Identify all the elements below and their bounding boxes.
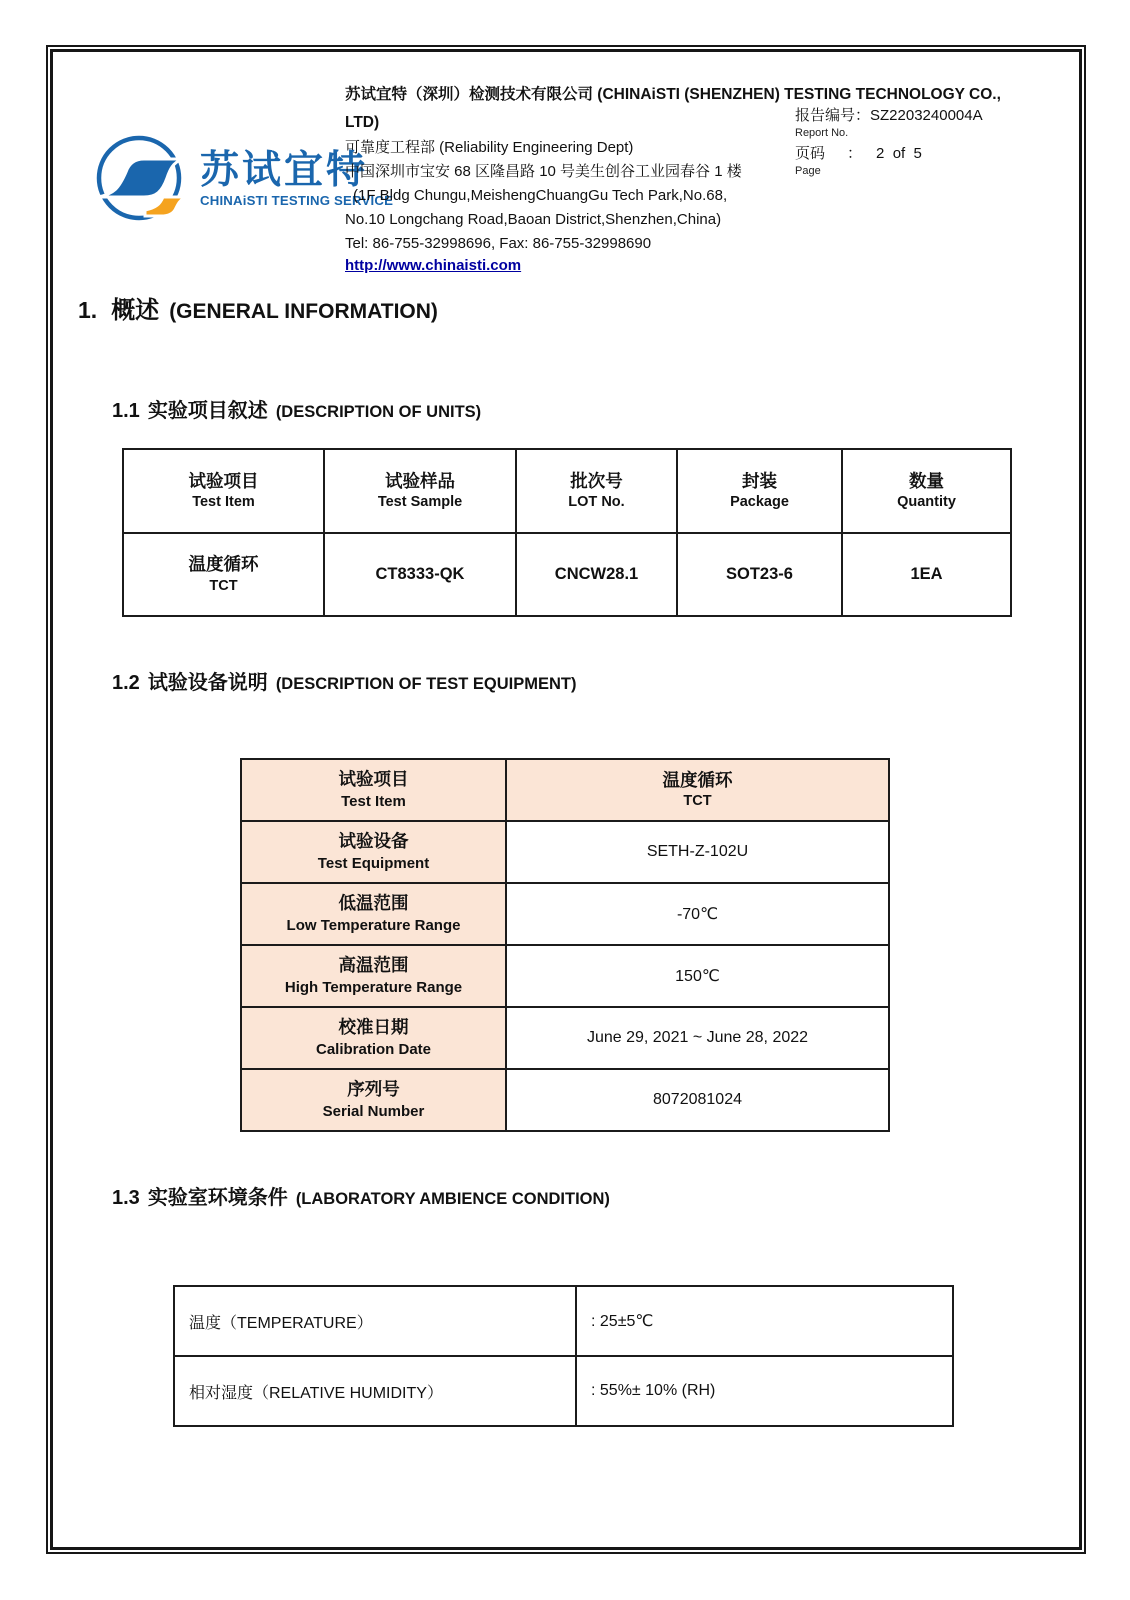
section-1-3-heading <box>112 1181 610 1210</box>
units-cell-lot-no: CNCW28.1 <box>516 533 677 616</box>
ambience-label-humidity: 相对湿度（RELATIVE HUMIDITY） <box>174 1356 576 1426</box>
section-1-1-title-cn: 实验项目叙述 <box>147 400 268 422</box>
equipment-value-calibration-date: June 29, 2021 ~ June 28, 2022 <box>506 1007 889 1069</box>
section-1-3-title-cn: 实验室环境条件 <box>147 1187 288 1209</box>
ambience-row-temperature <box>174 1286 953 1356</box>
ambience-row-humidity <box>174 1356 953 1426</box>
logo-brand-en: CHINAiSTI TESTING SERVICE <box>200 193 394 209</box>
page-value: 2 of 5 <box>876 145 922 162</box>
section-1-title-cn: 概述 <box>111 297 160 324</box>
section-1-1-heading <box>112 394 481 423</box>
website-link[interactable]: http://www.chinaisti.com <box>345 257 522 274</box>
section-1-1-number: 1.1 <box>112 400 140 422</box>
section-1-1-title-en: (DESCRIPTION OF UNITS) <box>275 403 482 421</box>
units-header-quantity: 数量 Quantity <box>842 449 1011 533</box>
report-no-label: 报告编号： <box>795 107 871 124</box>
equipment-label-calibration-date: 校准日期 Calibration Date <box>241 1007 506 1069</box>
tel-fax-line: Tel: 86-755-32998696, Fax: 86-755-32998690 <box>345 235 652 252</box>
logo-brand-cn: 苏试宜特 <box>200 148 369 192</box>
section-1-2-title-en: (DESCRIPTION OF TEST EQUIPMENT) <box>275 675 577 693</box>
equipment-table <box>240 758 890 1132</box>
report-no-row <box>795 106 983 126</box>
equipment-value-high-temp: 150℃ <box>506 945 889 1007</box>
equipment-value-low-temp: -70℃ <box>506 883 889 945</box>
address-en-line2: No.10 Longchang Road,Baoan District,Shenzhen,China) <box>345 211 722 228</box>
equipment-label-test-item: 试验项目 Test Item <box>241 759 506 821</box>
section-1-heading <box>78 290 438 325</box>
units-header-lot-no: 批次号 LOT No. <box>516 449 677 533</box>
section-1-2-title-cn: 试验设备说明 <box>147 672 268 694</box>
section-1-2-heading <box>112 666 577 695</box>
section-1-number: 1. <box>78 297 98 323</box>
report-no-value: SZ2203240004A <box>870 107 983 124</box>
page-colon: ： <box>847 145 863 162</box>
equipment-label-high-temp: 高温范围 High Temperature Range <box>241 945 506 1007</box>
company-name-line1: 苏试宜特（深圳）检测技术有限公司 (CHINAiSTI (SHENZHEN) TESTING TECHNOLOGY CO., <box>345 86 1001 103</box>
equipment-value-test-item: 温度循环 TCT <box>506 759 889 821</box>
page-sublabel: Page <box>795 165 821 177</box>
units-cell-test-sample: CT8333-QK <box>324 533 516 616</box>
ambience-value-humidity: : 55%± 10% (RH) <box>576 1356 953 1426</box>
units-data-row <box>123 533 1011 616</box>
units-cell-test-item: 温度循环 TCT <box>123 533 324 616</box>
section-1-2-number: 1.2 <box>112 672 140 694</box>
logo-swoosh-icon <box>92 130 190 229</box>
equipment-row-high-temp <box>241 945 889 1007</box>
units-header-package: 封装 Package <box>677 449 842 533</box>
units-table <box>122 448 1012 617</box>
address-cn: 中国深圳市宝安 68 区隆昌路 10 号美生创谷工业园春谷 1 楼 <box>345 163 742 180</box>
equipment-value-serial-number: 8072081024 <box>506 1069 889 1131</box>
report-no-sublabel: Report No. <box>795 127 849 139</box>
section-1-title-en: (GENERAL INFORMATION) <box>169 300 438 323</box>
equipment-label-serial-number: 序列号 Serial Number <box>241 1069 506 1131</box>
units-header-row <box>123 449 1011 533</box>
section-1-3-number: 1.3 <box>112 1187 140 1209</box>
section-1-3-title-en: (LABORATORY AMBIENCE CONDITION) <box>295 1190 610 1208</box>
equipment-label-low-temp: 低温范围 Low Temperature Range <box>241 883 506 945</box>
page-label: 页码 <box>795 145 826 162</box>
ambience-table <box>173 1285 954 1427</box>
units-header-test-item: 试验项目 Test Item <box>123 449 324 533</box>
company-name-line2: LTD) <box>345 114 380 131</box>
equipment-value-test-equipment: SETH-Z-102U <box>506 821 889 883</box>
report-meta-block <box>795 106 983 182</box>
address-en-line1: (1F Bldg Chungu,MeishengChuangGu Tech Park,No.68, <box>353 187 728 204</box>
equipment-row-serial-number <box>241 1069 889 1131</box>
units-cell-quantity: 1EA <box>842 533 1011 616</box>
ambience-label-temperature: 温度（TEMPERATURE） <box>174 1286 576 1356</box>
units-header-test-sample: 试验样品 Test Sample <box>324 449 516 533</box>
equipment-label-test-equipment: 试验设备 Test Equipment <box>241 821 506 883</box>
page-number-row <box>795 144 983 164</box>
equipment-row-test-equipment <box>241 821 889 883</box>
equipment-row-test-item <box>241 759 889 821</box>
department-line: 可靠度工程部 (Reliability Engineering Dept) <box>345 139 634 156</box>
equipment-row-low-temp <box>241 883 889 945</box>
units-cell-package: SOT23-6 <box>677 533 842 616</box>
ambience-value-temperature: : 25±5℃ <box>576 1286 953 1356</box>
equipment-row-calibration-date <box>241 1007 889 1069</box>
